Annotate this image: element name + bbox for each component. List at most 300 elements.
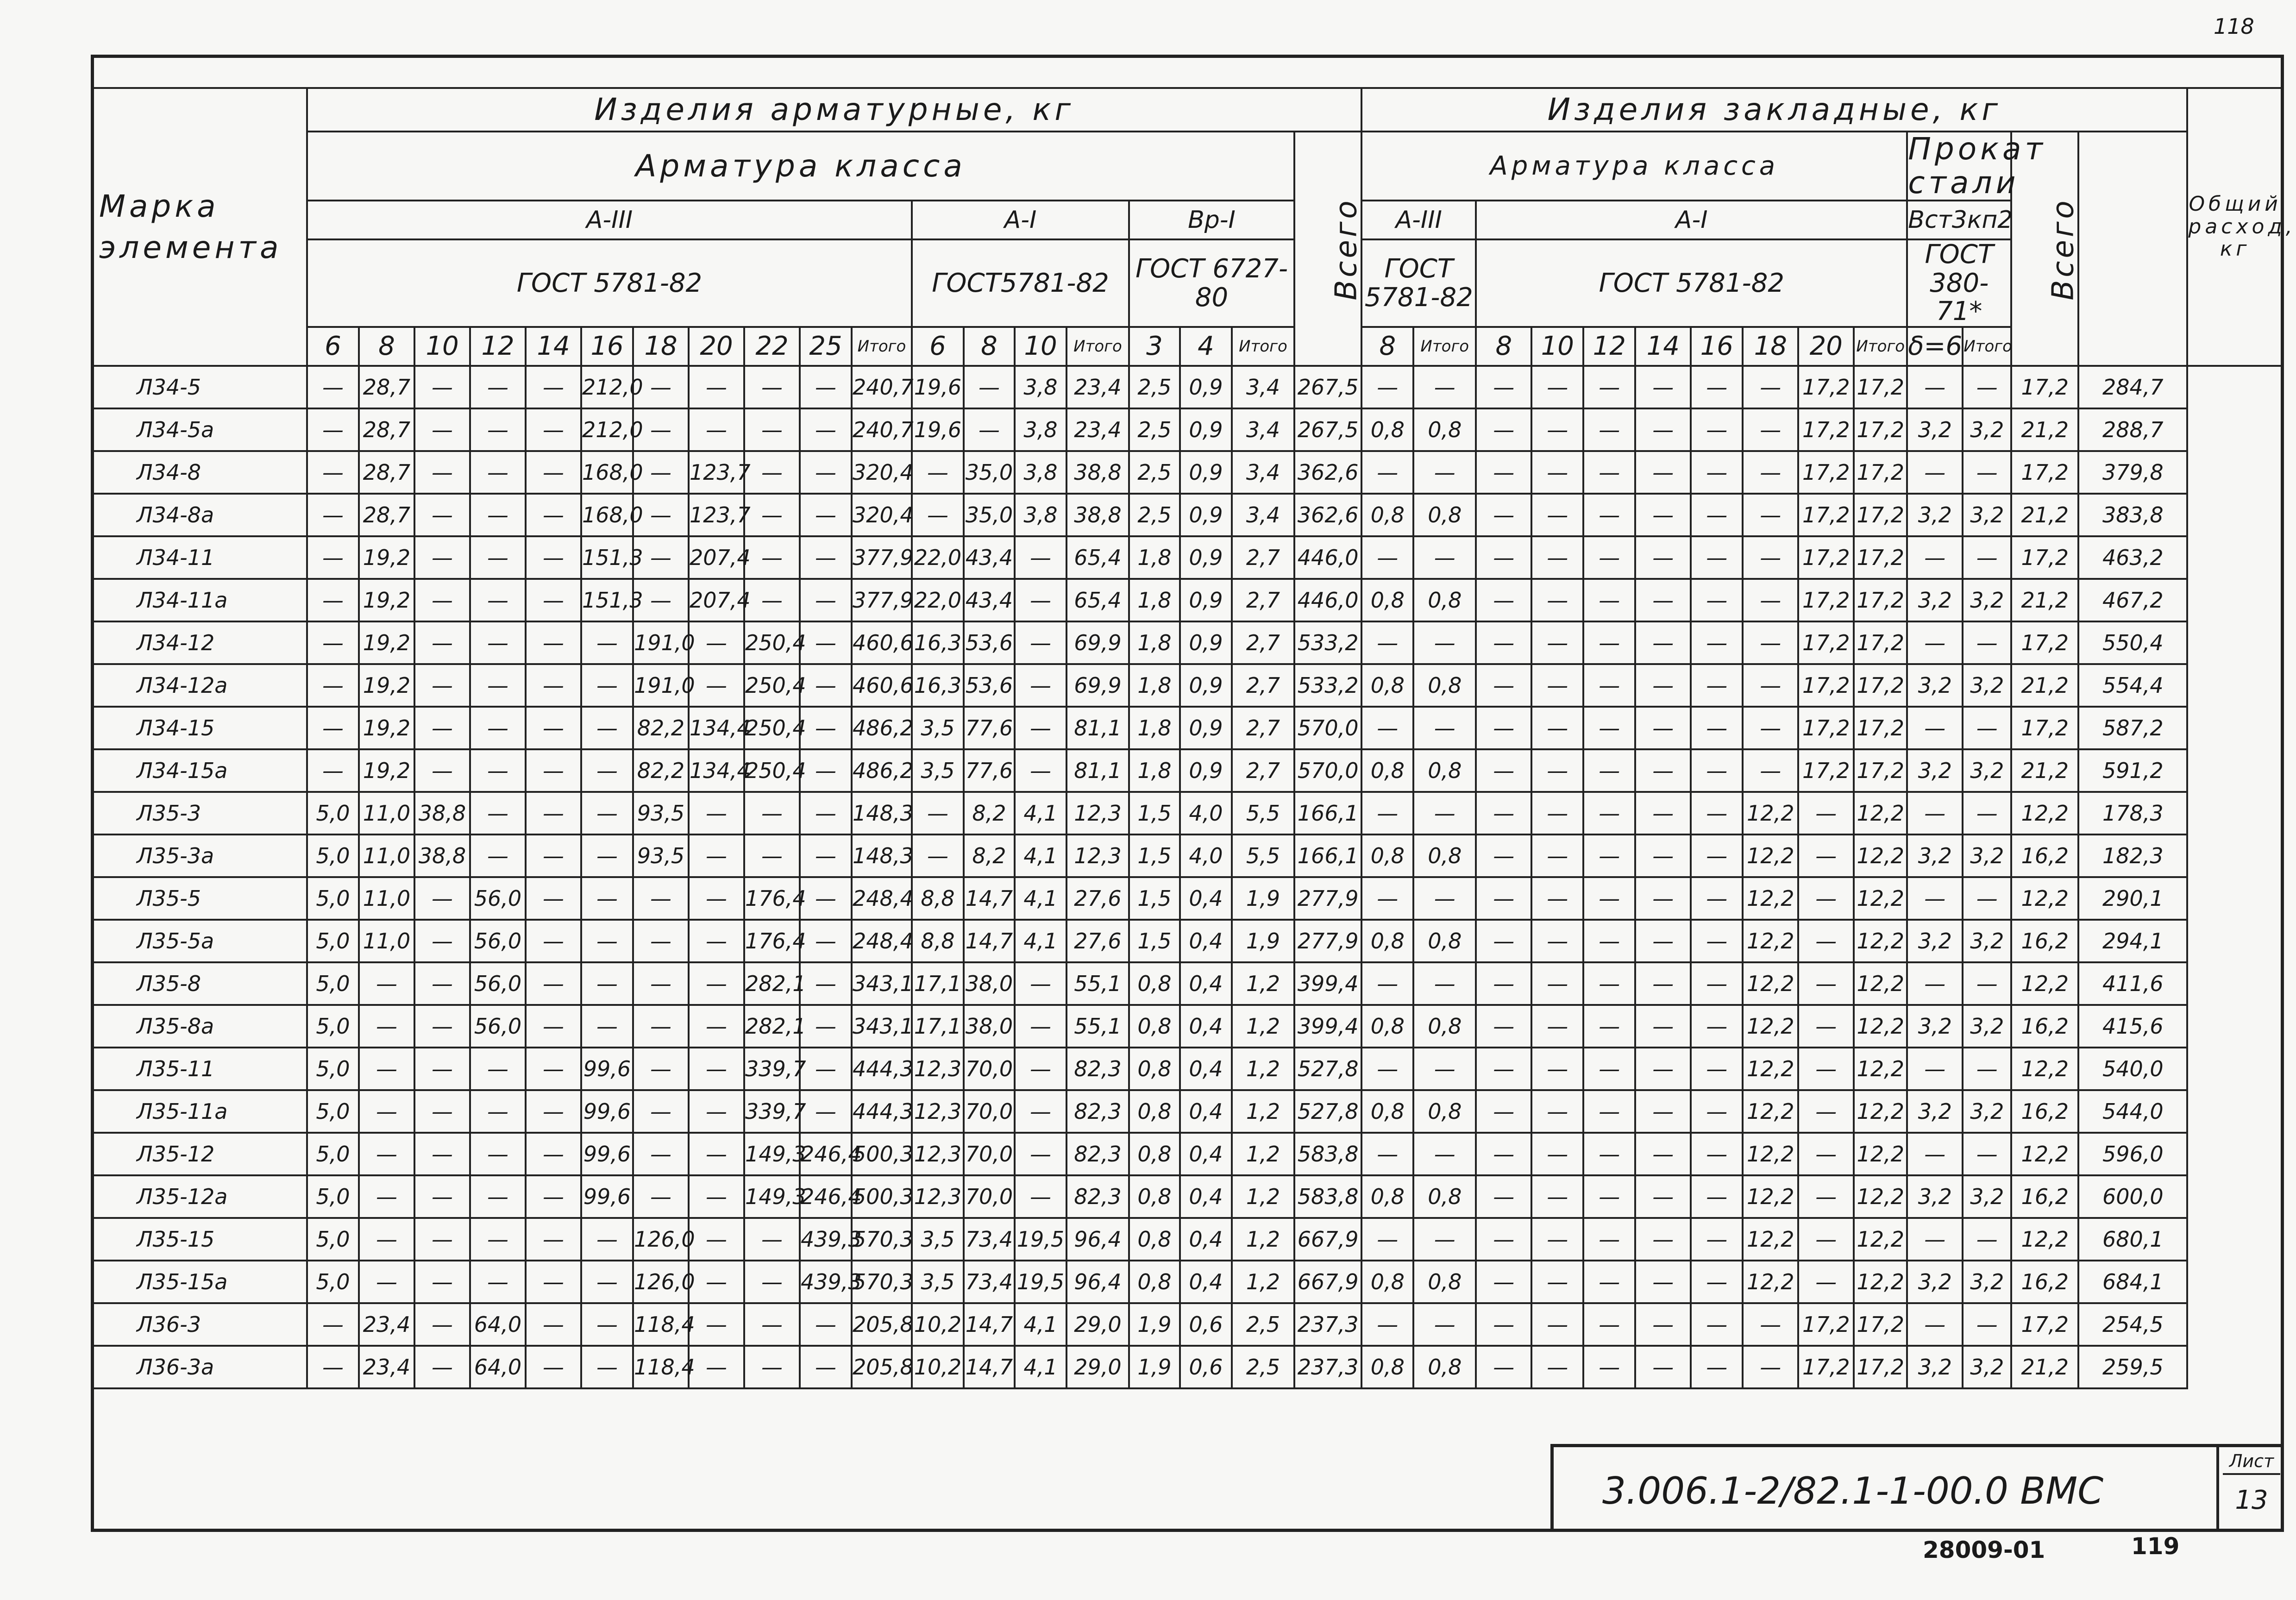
table-cell: 77,6	[964, 707, 1015, 749]
e-a1-col-header: 18	[1743, 327, 1798, 366]
table-cell: 12,2	[1854, 835, 1907, 877]
table-cell: —	[1635, 664, 1691, 707]
table-cell: —	[1531, 1175, 1583, 1218]
table-cell: 43,4	[964, 536, 1015, 579]
table-cell: —	[689, 1346, 744, 1388]
table-cell: 17,2	[1854, 494, 1907, 536]
table-row	[92, 835, 2283, 877]
table-cell: —	[1583, 707, 1635, 749]
table-cell: 583,8	[1294, 1133, 1361, 1175]
table-cell: 17,2	[1798, 366, 1854, 408]
a3-col-header: 20	[689, 327, 744, 366]
table-cell: 17,2	[2011, 451, 2078, 494]
table-cell: —	[1015, 1175, 1066, 1218]
table-row	[92, 451, 2283, 494]
table-cell: —	[1963, 792, 2011, 835]
table-cell: —	[526, 962, 581, 1005]
element-mark: Л35-11	[92, 1048, 307, 1090]
header-e-gost-5781-b: ГОСТ 5781-82	[1476, 239, 1907, 327]
table-cell: 168,0	[581, 451, 633, 494]
table-cell: —	[1798, 962, 1854, 1005]
table-cell: 399,4	[1294, 1005, 1361, 1048]
table-cell: 0,8	[1361, 1346, 1413, 1388]
header-a1: А-I	[912, 201, 1129, 239]
table-cell: —	[470, 1218, 526, 1261]
table-cell: 0,9	[1180, 579, 1232, 621]
table-cell: —	[1963, 621, 2011, 664]
table-cell: —	[1583, 1218, 1635, 1261]
table-cell: —	[307, 451, 359, 494]
table-cell: —	[633, 962, 689, 1005]
table-cell: 12,2	[1743, 835, 1798, 877]
header-e-a3: А-III	[1361, 201, 1476, 239]
table-cell: —	[1691, 621, 1743, 664]
table-cell: —	[1691, 1218, 1743, 1261]
sheet-box	[2216, 1447, 2284, 1532]
table-cell: 4,1	[1015, 920, 1066, 962]
table-cell: 0,8	[1413, 1261, 1476, 1303]
element-mark: Л35-12а	[92, 1175, 307, 1218]
table-cell: —	[689, 1133, 744, 1175]
table-cell: 82,3	[1066, 1133, 1129, 1175]
table-cell: 3,2	[1907, 579, 1963, 621]
header-armature-products: Изделия арматурные, кг	[307, 88, 1361, 132]
table-cell: 149,3	[744, 1175, 800, 1218]
header-embedded-products: Изделия закладные, кг	[1361, 88, 2187, 132]
table-cell: 320,4	[852, 451, 912, 494]
table-cell: —	[470, 664, 526, 707]
vr-col-header: Итого	[1232, 327, 1294, 366]
table-cell: —	[1963, 451, 2011, 494]
table-cell: —	[633, 1133, 689, 1175]
table-cell: 240,7	[852, 366, 912, 408]
table-cell: —	[1691, 1175, 1743, 1218]
a3-col-header: 12	[470, 327, 526, 366]
table-cell: —	[744, 1261, 800, 1303]
table-cell: —	[359, 1218, 414, 1261]
table-cell: 500,3	[852, 1133, 912, 1175]
table-cell: 5,0	[307, 792, 359, 835]
table-cell: 0,6	[1180, 1303, 1232, 1346]
table-cell: 12,2	[2011, 962, 2078, 1005]
table-cell: 12,2	[1854, 962, 1907, 1005]
table-cell: —	[1635, 1303, 1691, 1346]
element-mark: Л34-8	[92, 451, 307, 494]
table-cell: 5,0	[307, 920, 359, 962]
table-cell: —	[633, 366, 689, 408]
table-cell: —	[800, 962, 852, 1005]
table-cell: —	[1476, 408, 1531, 451]
table-cell: —	[414, 1261, 470, 1303]
table-row	[92, 1048, 2283, 1090]
table-cell: 5,0	[307, 1005, 359, 1048]
table-row	[92, 792, 2283, 835]
table-cell: —	[800, 920, 852, 962]
table-cell: —	[1635, 494, 1691, 536]
table-cell: 486,2	[852, 749, 912, 792]
table-cell: —	[1963, 1303, 2011, 1346]
table-cell: 3,2	[1907, 749, 1963, 792]
table-cell: 399,4	[1294, 962, 1361, 1005]
table-cell: —	[1907, 536, 1963, 579]
table-cell: —	[414, 366, 470, 408]
table-cell: —	[1476, 1133, 1531, 1175]
table-cell: —	[1907, 792, 1963, 835]
table-cell: 246,4	[800, 1175, 852, 1218]
table-cell: —	[1531, 877, 1583, 920]
table-cell: —	[800, 664, 852, 707]
header-gost-5781-b: ГОСТ5781-82	[912, 239, 1129, 327]
table-cell: 3,2	[1907, 1346, 1963, 1388]
table-cell: —	[689, 1303, 744, 1346]
table-cell: 12,2	[2011, 1133, 2078, 1175]
table-cell: 12,2	[2011, 1218, 2078, 1261]
table-cell: 0,9	[1180, 494, 1232, 536]
table-cell: 29,0	[1066, 1346, 1129, 1388]
table-cell: 254,5	[2078, 1303, 2187, 1346]
table-cell: 5,0	[307, 1090, 359, 1133]
table-cell: —	[1798, 877, 1854, 920]
table-cell: 93,5	[633, 835, 689, 877]
table-cell: 17,2	[1798, 749, 1854, 792]
rolled-col-header: Итого	[1963, 327, 2011, 366]
table-cell: 3,2	[1963, 579, 2011, 621]
table-cell: —	[1531, 707, 1583, 749]
table-cell: 99,6	[581, 1175, 633, 1218]
a3-col-header: 6	[307, 327, 359, 366]
table-cell: —	[581, 1261, 633, 1303]
table-cell: —	[1015, 579, 1066, 621]
table-cell: 0,8	[1413, 1005, 1476, 1048]
table-cell: —	[1691, 749, 1743, 792]
table-cell: 5,0	[307, 1048, 359, 1090]
table-cell: 21,2	[2011, 1346, 2078, 1388]
table-cell: 2,7	[1232, 749, 1294, 792]
element-mark: Л34-8а	[92, 494, 307, 536]
table-row	[92, 366, 2283, 408]
table-cell: —	[689, 877, 744, 920]
table-cell: —	[689, 1261, 744, 1303]
table-cell: 14,7	[964, 920, 1015, 962]
table-cell: —	[470, 621, 526, 664]
table-cell: 3,2	[1963, 1175, 2011, 1218]
table-cell: 17,2	[1854, 366, 1907, 408]
table-cell: —	[1743, 536, 1798, 579]
table-cell: 17,2	[2011, 621, 2078, 664]
table-cell: —	[1798, 1261, 1854, 1303]
table-cell: —	[1413, 1133, 1476, 1175]
table-cell: 12,2	[1743, 1175, 1798, 1218]
table-cell: —	[581, 920, 633, 962]
table-cell: 294,1	[2078, 920, 2187, 962]
table-row	[92, 1346, 2283, 1388]
table-cell: —	[912, 451, 964, 494]
table-cell: 64,0	[470, 1303, 526, 1346]
table-cell: —	[689, 1218, 744, 1261]
table-cell: 339,7	[744, 1090, 800, 1133]
table-cell: 12,2	[2011, 792, 2078, 835]
table-cell: 0,8	[1413, 920, 1476, 962]
table-cell: 166,1	[1294, 792, 1361, 835]
table-cell: 290,1	[2078, 877, 2187, 920]
table-cell: —	[359, 1261, 414, 1303]
table-cell: 17,2	[2011, 536, 2078, 579]
table-cell: 250,4	[744, 664, 800, 707]
table-cell: 19,2	[359, 749, 414, 792]
table-cell: 176,4	[744, 920, 800, 962]
table-cell: 3,8	[1015, 451, 1066, 494]
table-cell: 0,8	[1129, 1261, 1180, 1303]
table-cell: —	[1963, 962, 2011, 1005]
table-cell: 2,7	[1232, 621, 1294, 664]
table-cell: —	[1907, 1303, 1963, 1346]
table-cell: —	[1476, 877, 1531, 920]
table-cell: —	[744, 494, 800, 536]
table-cell: —	[307, 536, 359, 579]
a1-col-header: 8	[964, 327, 1015, 366]
table-cell: —	[307, 1346, 359, 1388]
table-cell: 0,9	[1180, 749, 1232, 792]
table-cell: 17,2	[1854, 1346, 1907, 1388]
table-cell: 1,2	[1232, 1090, 1294, 1133]
table-cell: 12,2	[2011, 1048, 2078, 1090]
table-cell: 12,2	[1854, 1090, 1907, 1133]
table-cell: 82,3	[1066, 1090, 1129, 1133]
table-cell: 591,2	[2078, 749, 2187, 792]
table-cell: 134,4	[689, 749, 744, 792]
table-cell: —	[359, 1090, 414, 1133]
table-cell: —	[1476, 920, 1531, 962]
table-cell: —	[526, 792, 581, 835]
table-cell: —	[1583, 366, 1635, 408]
table-cell: 56,0	[470, 962, 526, 1005]
table-cell: 21,2	[2011, 408, 2078, 451]
a3-col-header: 25	[800, 327, 852, 366]
table-cell: 1,2	[1232, 1048, 1294, 1090]
table-cell: —	[526, 920, 581, 962]
table-cell: 4,0	[1180, 792, 1232, 835]
table-cell: —	[1015, 962, 1066, 1005]
table-cell: 17,2	[1798, 621, 1854, 664]
e-a1-col-header: 12	[1583, 327, 1635, 366]
table-cell: —	[1015, 707, 1066, 749]
table-cell: —	[1531, 962, 1583, 1005]
table-cell: —	[633, 877, 689, 920]
table-cell: —	[1476, 366, 1531, 408]
table-cell: —	[526, 1133, 581, 1175]
table-cell: —	[1743, 1346, 1798, 1388]
table-cell: —	[526, 1090, 581, 1133]
table-cell: 554,4	[2078, 664, 2187, 707]
table-cell: —	[1583, 877, 1635, 920]
table-cell: 12,2	[1743, 1133, 1798, 1175]
table-cell: 5,0	[307, 962, 359, 1005]
table-cell: 17,1	[912, 1005, 964, 1048]
table-cell: 17,2	[1854, 621, 1907, 664]
table-cell: 16,2	[2011, 1090, 2078, 1133]
table-cell: —	[800, 494, 852, 536]
element-mark: Л36-3	[92, 1303, 307, 1346]
table-cell: 56,0	[470, 877, 526, 920]
table-cell: 0,8	[1413, 1090, 1476, 1133]
table-cell: 439,3	[800, 1261, 852, 1303]
e-a1-col-header: 10	[1531, 327, 1583, 366]
table-cell: —	[1476, 1175, 1531, 1218]
table-cell: 148,3	[852, 835, 912, 877]
table-cell: 240,7	[852, 408, 912, 451]
table-cell: —	[689, 835, 744, 877]
table-cell: —	[1476, 1261, 1531, 1303]
table-cell: —	[1691, 1005, 1743, 1048]
element-mark: Л34-11	[92, 536, 307, 579]
table-cell: —	[581, 707, 633, 749]
table-cell: —	[800, 536, 852, 579]
e-a3-col-header: 8	[1361, 327, 1413, 366]
table-cell: —	[1583, 1133, 1635, 1175]
table-cell: —	[414, 1005, 470, 1048]
table-cell: —	[1583, 1048, 1635, 1090]
table-cell: 1,2	[1232, 962, 1294, 1005]
table-cell: —	[526, 579, 581, 621]
table-cell: —	[1413, 1218, 1476, 1261]
table-cell: 0,8	[1361, 920, 1413, 962]
table-cell: 11,0	[359, 835, 414, 877]
table-cell: —	[1635, 920, 1691, 962]
table-cell: —	[470, 579, 526, 621]
table-cell: —	[1691, 536, 1743, 579]
table-cell: —	[1691, 494, 1743, 536]
table-cell: 2,7	[1232, 579, 1294, 621]
table-cell: —	[1635, 1048, 1691, 1090]
table-cell: 1,8	[1129, 664, 1180, 707]
e-a1-col-header: 20	[1798, 327, 1854, 366]
table-cell: —	[1583, 494, 1635, 536]
element-mark: Л35-5а	[92, 920, 307, 962]
table-cell: 182,3	[2078, 835, 2187, 877]
table-cell: 27,6	[1066, 877, 1129, 920]
a3-col-header: 18	[633, 327, 689, 366]
table-cell: —	[633, 408, 689, 451]
table-cell: 250,4	[744, 621, 800, 664]
table-cell: —	[526, 1005, 581, 1048]
footer-page-number: 119	[2131, 1533, 2180, 1560]
table-cell: 415,6	[2078, 1005, 2187, 1048]
table-cell: 540,0	[2078, 1048, 2187, 1090]
table-cell: 0,8	[1129, 1175, 1180, 1218]
table-cell: —	[307, 494, 359, 536]
table-cell: 205,8	[852, 1303, 912, 1346]
table-cell: —	[1583, 1261, 1635, 1303]
table-cell: —	[1531, 366, 1583, 408]
table-cell: 70,0	[964, 1090, 1015, 1133]
table-cell: —	[1476, 1346, 1531, 1388]
table-cell: 11,0	[359, 877, 414, 920]
table-cell: —	[1583, 1175, 1635, 1218]
table-cell: 4,1	[1015, 835, 1066, 877]
table-cell: 16,2	[2011, 1175, 2078, 1218]
table-cell: 4,1	[1015, 1346, 1066, 1388]
table-cell: —	[1635, 1090, 1691, 1133]
table-cell: 12,2	[1743, 1090, 1798, 1133]
table-row	[92, 1005, 2283, 1048]
table-cell: 379,8	[2078, 451, 2187, 494]
table-cell: 28,7	[359, 408, 414, 451]
table-cell: 16,3	[912, 664, 964, 707]
table-cell: 35,0	[964, 451, 1015, 494]
table-cell: 38,8	[414, 792, 470, 835]
table-cell: —	[1635, 1261, 1691, 1303]
table-cell: —	[1743, 664, 1798, 707]
table-cell: —	[1691, 451, 1743, 494]
table-cell: —	[526, 1175, 581, 1218]
table-cell: 570,0	[1294, 749, 1361, 792]
table-cell: 17,2	[1798, 1346, 1854, 1388]
table-cell: —	[526, 664, 581, 707]
table-cell: —	[1531, 1346, 1583, 1388]
table-cell: 23,4	[1066, 408, 1129, 451]
table-cell: —	[1413, 1048, 1476, 1090]
table-cell: —	[800, 621, 852, 664]
a1-col-header: Итого	[1066, 327, 1129, 366]
table-cell: —	[1476, 494, 1531, 536]
table-cell: —	[964, 366, 1015, 408]
table-cell: 17,2	[1854, 1303, 1907, 1346]
table-cell: 5,0	[307, 1175, 359, 1218]
table-cell: —	[414, 920, 470, 962]
table-cell: 17,2	[1854, 579, 1907, 621]
table-cell: 22,0	[912, 579, 964, 621]
table-cell: 19,2	[359, 707, 414, 749]
table-cell: —	[633, 1005, 689, 1048]
table-cell: 362,6	[1294, 494, 1361, 536]
table-cell: 12,2	[1854, 1175, 1907, 1218]
table-cell: —	[1691, 707, 1743, 749]
table-cell: 17,1	[912, 962, 964, 1005]
table-cell: 0,9	[1180, 408, 1232, 451]
table-cell: 3,2	[1963, 920, 2011, 962]
table-cell: —	[1361, 1303, 1413, 1346]
element-mark: Л35-15	[92, 1218, 307, 1261]
table-cell: 0,8	[1413, 408, 1476, 451]
table-cell: —	[1361, 1048, 1413, 1090]
table-cell: —	[414, 494, 470, 536]
table-cell: —	[1476, 451, 1531, 494]
table-cell: —	[1583, 579, 1635, 621]
table-cell: —	[633, 451, 689, 494]
table-cell: 3,4	[1232, 408, 1294, 451]
table-cell: 343,1	[852, 1005, 912, 1048]
table-cell: 12,2	[1854, 1261, 1907, 1303]
table-cell: —	[1476, 835, 1531, 877]
table-cell: —	[744, 366, 800, 408]
table-cell: 3,2	[1907, 835, 1963, 877]
table-cell: 3,2	[1907, 1261, 1963, 1303]
table-cell: 3,2	[1963, 1346, 2011, 1388]
table-cell: —	[1531, 1005, 1583, 1048]
table-row	[92, 579, 2283, 621]
table-cell: —	[1635, 707, 1691, 749]
table-cell: 1,9	[1232, 877, 1294, 920]
document-code: 3.006.1-2/82.1-1-00.0 ВМС	[1602, 1469, 2104, 1512]
table-cell: —	[1635, 877, 1691, 920]
table-cell: 570,0	[1294, 707, 1361, 749]
table-cell: 11,0	[359, 920, 414, 962]
table-cell: 0,4	[1180, 920, 1232, 962]
table-cell: —	[414, 451, 470, 494]
table-cell: 0,4	[1180, 877, 1232, 920]
table-cell: 500,3	[852, 1175, 912, 1218]
table-cell: 176,4	[744, 877, 800, 920]
